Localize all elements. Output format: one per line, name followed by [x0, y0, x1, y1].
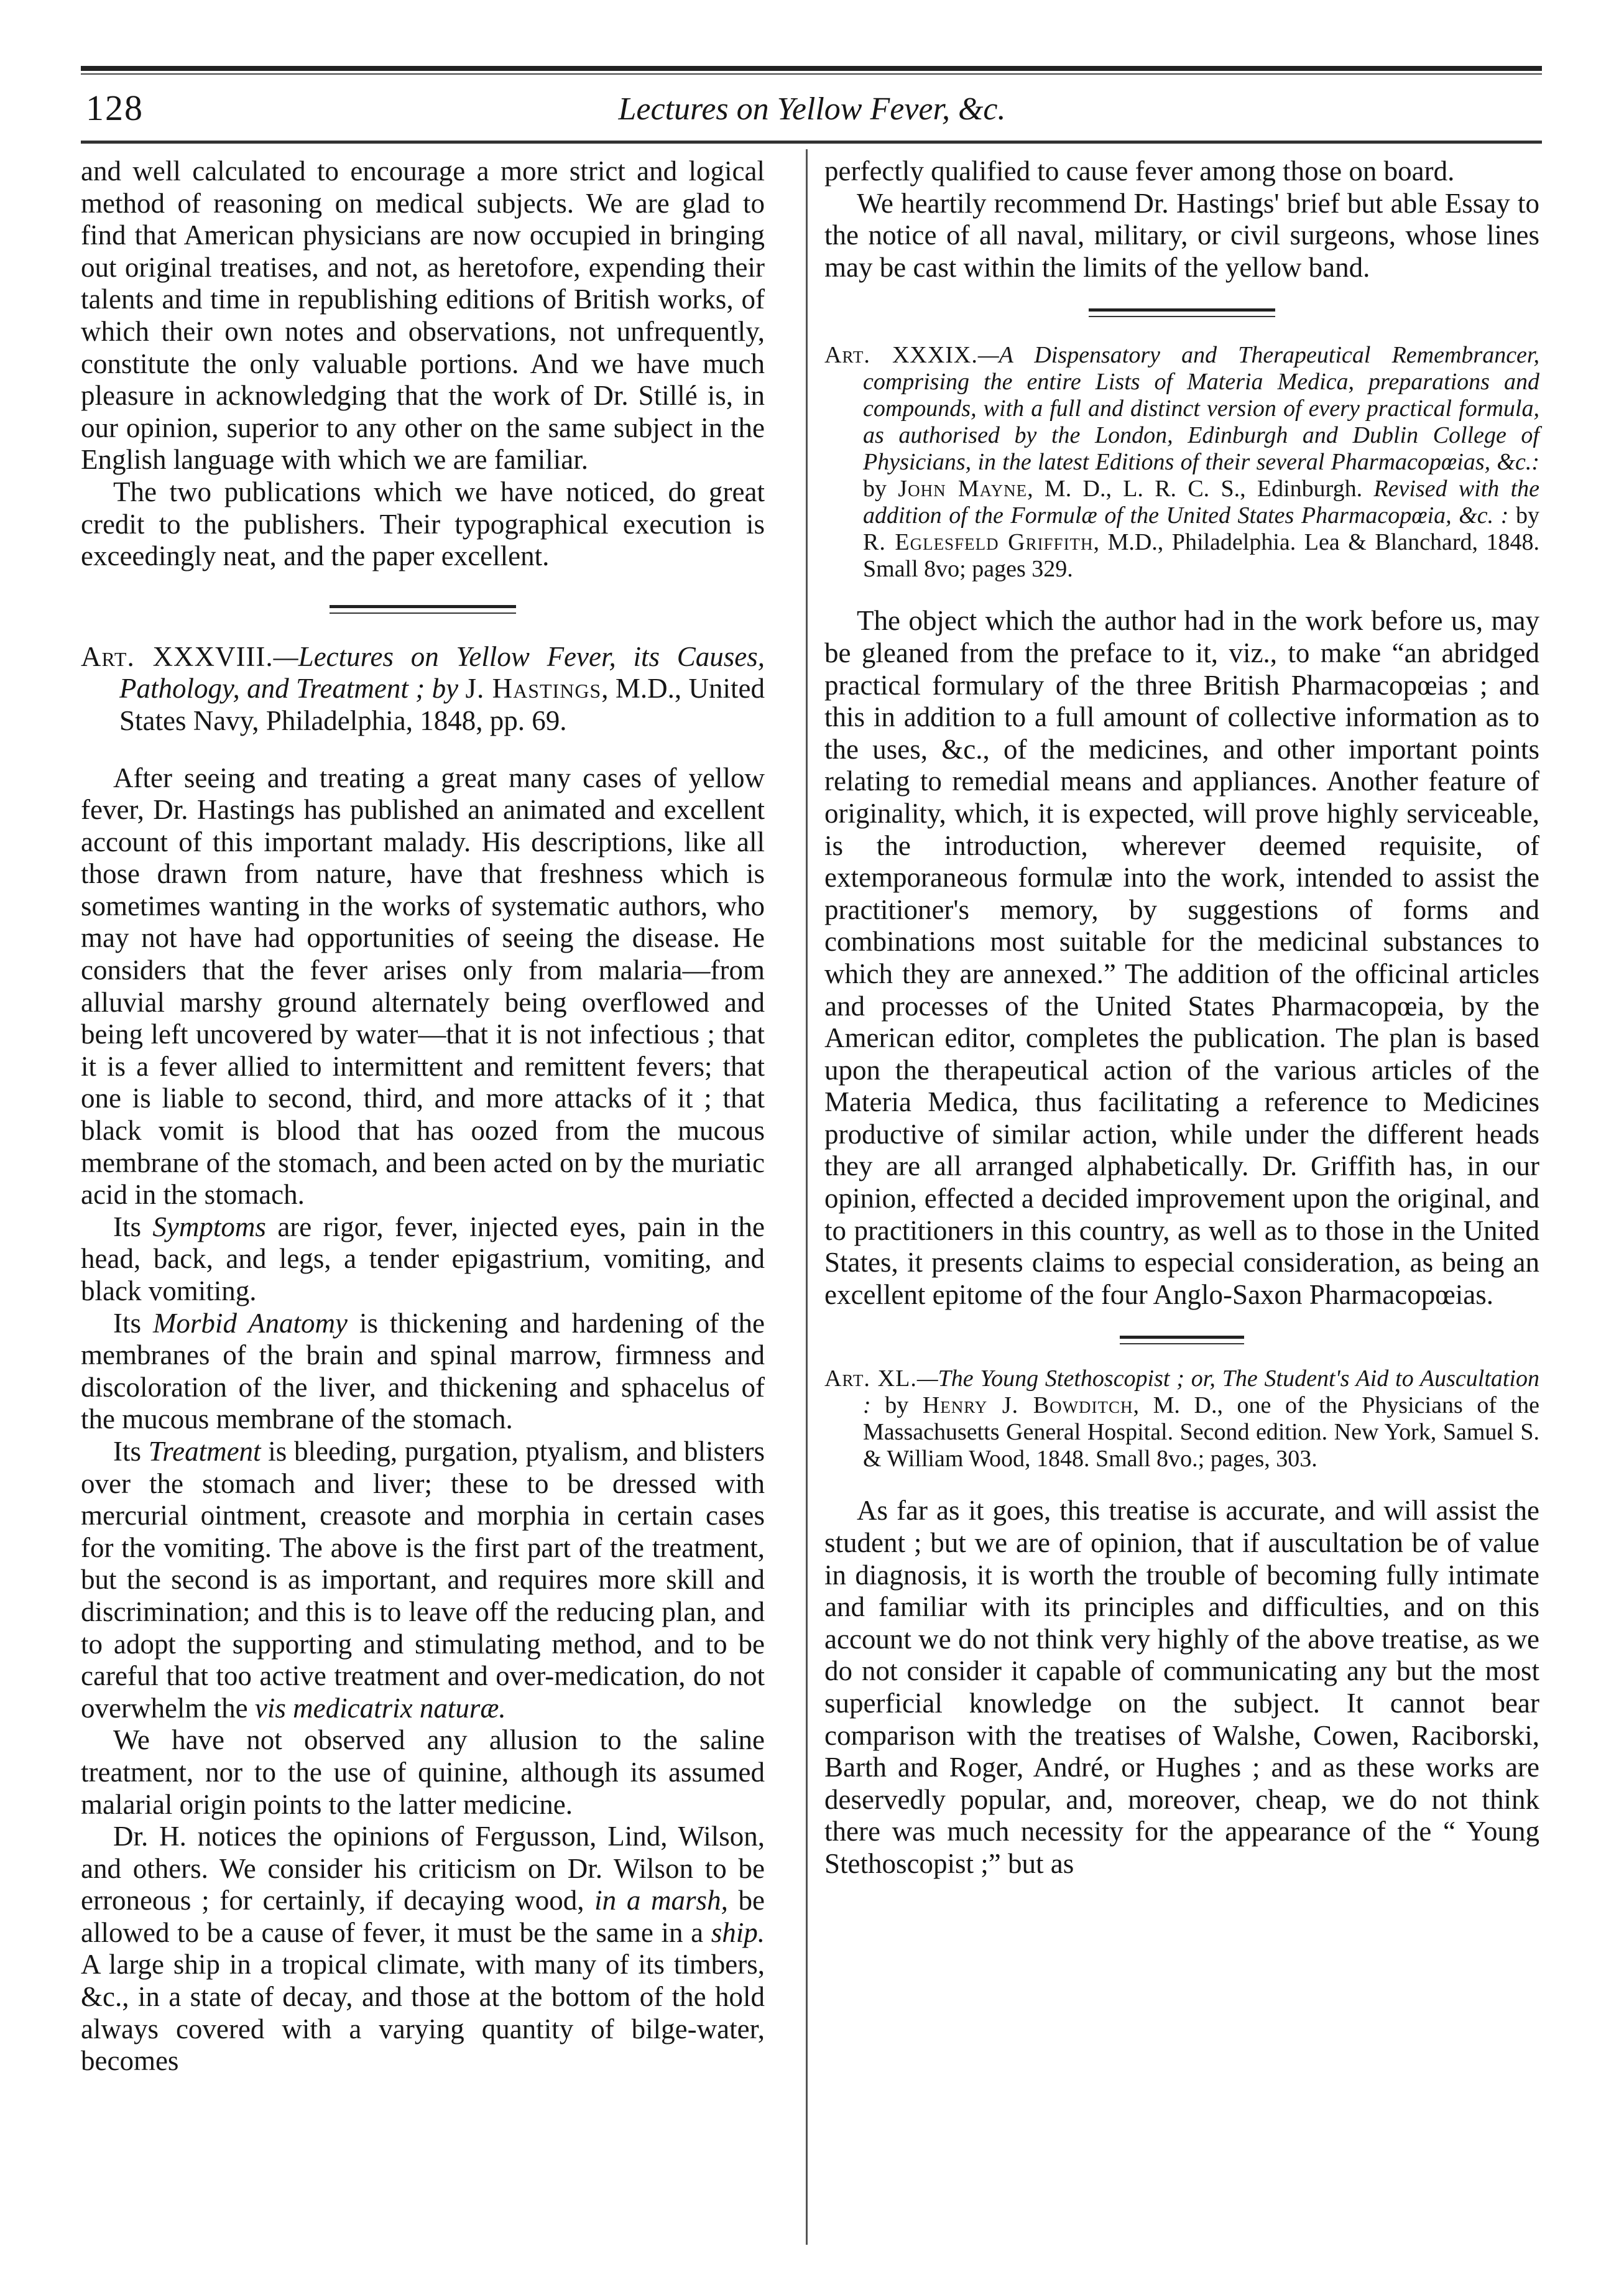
paragraph — [81, 1211, 765, 1308]
right-column — [824, 155, 1539, 1880]
paragraph — [81, 1436, 765, 1724]
page-number: 128 — [86, 88, 144, 128]
article-by: by — [870, 1392, 923, 1419]
article-publication: , M.D., United States Navy, Philadelphia, 1848, pp. 69. — [119, 673, 765, 736]
article-number: Art. XXXIX. — [824, 342, 978, 369]
text-run: Its — [113, 1435, 149, 1467]
emphasis: in a marsh, — [594, 1885, 728, 1916]
article-heading — [824, 342, 1539, 583]
paragraph — [81, 1308, 765, 1436]
paragraph — [81, 1821, 765, 2077]
header-rule-top — [81, 66, 1542, 71]
article-heading — [824, 1366, 1539, 1472]
article-by: by — [1508, 502, 1539, 529]
article-credentials: , M. D., L. R. C. S., Edinburgh. — [1027, 476, 1374, 502]
text-run: Its — [113, 1307, 153, 1339]
paragraph: The two publications which we have noticed, do great credit to the publishers. Their typographical execution is exceedingly neat, and the paper excellent. — [81, 476, 765, 572]
article-title: —The Young Stethoscopist ; or, The Student's Aid to Auscultation : — [863, 1366, 1539, 1419]
text-run: Its — [113, 1211, 153, 1242]
emphasis: vis medicatrix naturæ. — [254, 1692, 506, 1724]
article-author: R. Eglesfeld Griffith — [863, 529, 1094, 556]
article-by: by — [863, 476, 898, 502]
paragraph: We heartily recommend Dr. Hastings' brief but able Essay to the notice of all naval, military, or civil surgeons, whose lines may be cast within the limits of the yellow band. — [824, 187, 1539, 283]
article-publication: , M.D., Philadelphia. Lea & Blanchard, 1848. Small 8vo; pages 329. — [863, 529, 1539, 583]
paragraph: perfectly qualified to cause fever among those on board. — [824, 155, 1455, 187]
text-run: are rigor, fever, injected eyes, pain in the head, back, and legs, a tender epigastrium, vomiting, and black vomiting. — [81, 1211, 765, 1306]
article-publication: , M. D., one of the Physicians of the Massachusetts General Hospital. Second edition. New York, Samuel S. & William Wood, 1848. Small 8vo.; pages, 303. — [863, 1392, 1540, 1472]
paragraph: We have not observed any allusion to the saline treatment, nor to the use of quinine, although its assumed malarial origin points to the latter medicine. — [81, 1724, 765, 1820]
column-divider — [806, 149, 808, 2245]
header-rule-top-thin — [81, 73, 1542, 75]
text-run: Dr. H. notices the opinions of Fergusson, Lind, Wilson, and others. We consider his criticism on Dr. Wilson to be erroneous ; for certainly, if decaying wood, — [81, 1821, 765, 1916]
section-separator — [1089, 308, 1275, 317]
paragraph: As far as it goes, this treatise is accurate, and will assist the student ; but we are of opinion, that if auscultation be of value in diagnosis, it is worth the trouble of becoming fully intimate and familiar with its principles and difficulties, and on this account we do not think very highly of the above treatise, as we do not consider it capable of communicating any but the most superficial knowledge on the subject. It cannot bear comparison with the treatises of Walshe, Cowen, Raciborski, Barth and Roger, André, or Hughes ; and as these works are deservedly popular, and, moreover, cheap, we do not think there was much necessity for the appearance of the “ Young Stethoscopist ;” but as — [824, 1495, 1539, 1879]
article-title: —A Dispensatory and Therapeutical Remembrancer, comprising the entire Lists of Materia Medica, preparations and compounds, with a full and distinct version of every practical formula, as authorised by the London, Edinburgh and Dublin College of Physicians, in the latest Editions of their several Pharmacopœias, &c.: — [863, 342, 1540, 476]
emphasis: ship. — [711, 1916, 765, 1948]
text-run: A large ship in a tropical climate, with many of its timbers, &c., in a state of decay, and those at the bottom of the hold always covered with a varying quantity of bilge-water, becomes — [81, 1949, 765, 2077]
emphasis: Symptoms — [152, 1211, 266, 1242]
article-author: John Mayne — [898, 476, 1028, 502]
text-run: be allowed to be a cause of fever, it must be the same in a — [81, 1885, 765, 1948]
article-author: Henry J. Bowditch — [922, 1392, 1133, 1419]
paragraph: The object which the author had in the work before us, may be gleaned from the preface to it, viz., to make “an abridged practical formulary of the three British Pharmacopœias ; and this in addition to a full amount of collective information as to the uses, &c., of the medicines, and other important points relating to remedial means and appliances. Another feature of originality, which, it is expected, will prove highly serviceable, is the introduction, wherever deemed requisite, of extemporaneous formulæ into the work, intended to assist the practitioner's memory, by suggestions of forms and combinations most suitable for the medicinal substances to which they are annexed.” The addition of the officinal articles and processes of the United States Pharmacopœia, by the American editor, completes the publication. The plan is based upon the therapeutical action of the various articles of the Materia Medica, thus facilitating a reference to Medicines productive of similar action, while under the different heads they are all arranged alphabetically. Dr. Griffith has, in our opinion, effected a decided improvement upon the original, and to practitioners in this country, as well as to those in the United States, it presents claims to especial consideration, as being an excellent epitome of the four Anglo-Saxon Pharmacopœias. — [824, 605, 1539, 1310]
article-by: by — [425, 673, 466, 705]
section-separator — [330, 605, 516, 614]
emphasis: Treatment — [148, 1435, 261, 1467]
emphasis: Morbid Anatomy — [152, 1307, 348, 1339]
running-title: Lectures on Yellow Fever, &c. — [618, 91, 1006, 127]
article-heading — [81, 641, 765, 737]
left-column — [81, 155, 765, 2077]
article-number: Art. XXXVIII. — [81, 640, 274, 672]
section-separator — [1120, 1336, 1244, 1344]
text-run: is bleeding, purgation, ptyalism, and blisters over the stomach and liver; these to be dressed with mercurial ointment, creasote and morphia in certain cases for the vomiting. The above is the first part of the treatment, but the second is as important, and requires more skill and discrimination; and this is to leave off the reducing plan, and to adopt the supporting and stimulating method, and to be careful that too active treatment and over-medication, do not overwhelm the — [81, 1435, 765, 1724]
article-revision: Revised with the addition of the Formulæ of the United States Pharmacopœia, &c. : — [863, 476, 1539, 529]
article-title: —Lectures on Yellow Fever, its Causes, Pathology, and Treatment ; — [119, 640, 765, 705]
article-author: J. Hastings — [465, 673, 602, 705]
paragraph: After seeing and treating a great many cases of yellow fever, Dr. Hastings has published an animated and excellent account of this important malady. His descriptions, like all those drawn from nature, have that freshness which is sometimes wanting in the works of systematic authors, who may not have had opportunities of seeing the disease. He considers that the fever arises only from malaria—from alluvial marshy ground alternately being overflowed and being left uncovered by water—that it is not infectious ; that it is a fever allied to intermittent and remittent fevers; that one is liable to second, third, and more attacks of it ; that black vomit is blood that has oozed from the mucous membrane of the stomach, and been acted on by the muriatic acid in the stomach. — [81, 762, 765, 1211]
paragraph: and well calculated to encourage a more strict and logical method of reasoning on medical subjects. We are glad to find that American physicians are now occupied in bringing out original treatises, and not, as heretofore, expending their talents and time in republishing editions of British works, of which their own notes and observations, not unfrequently, constitute the only valuable portions. And we have much pleasure in acknowledging that the work of Dr. Stillé is, in our opinion, superior to any other on the same subject in the English language with which we are familiar. — [81, 155, 765, 476]
header-rule-bottom — [81, 141, 1542, 144]
text-run: is thickening and hardening of the membranes of the brain and spinal marrow, firmness and discoloration of the liver, and thickening and sphacelus of the mucous membrane of the stomach. — [81, 1307, 765, 1435]
article-number: Art. XL. — [824, 1366, 917, 1392]
